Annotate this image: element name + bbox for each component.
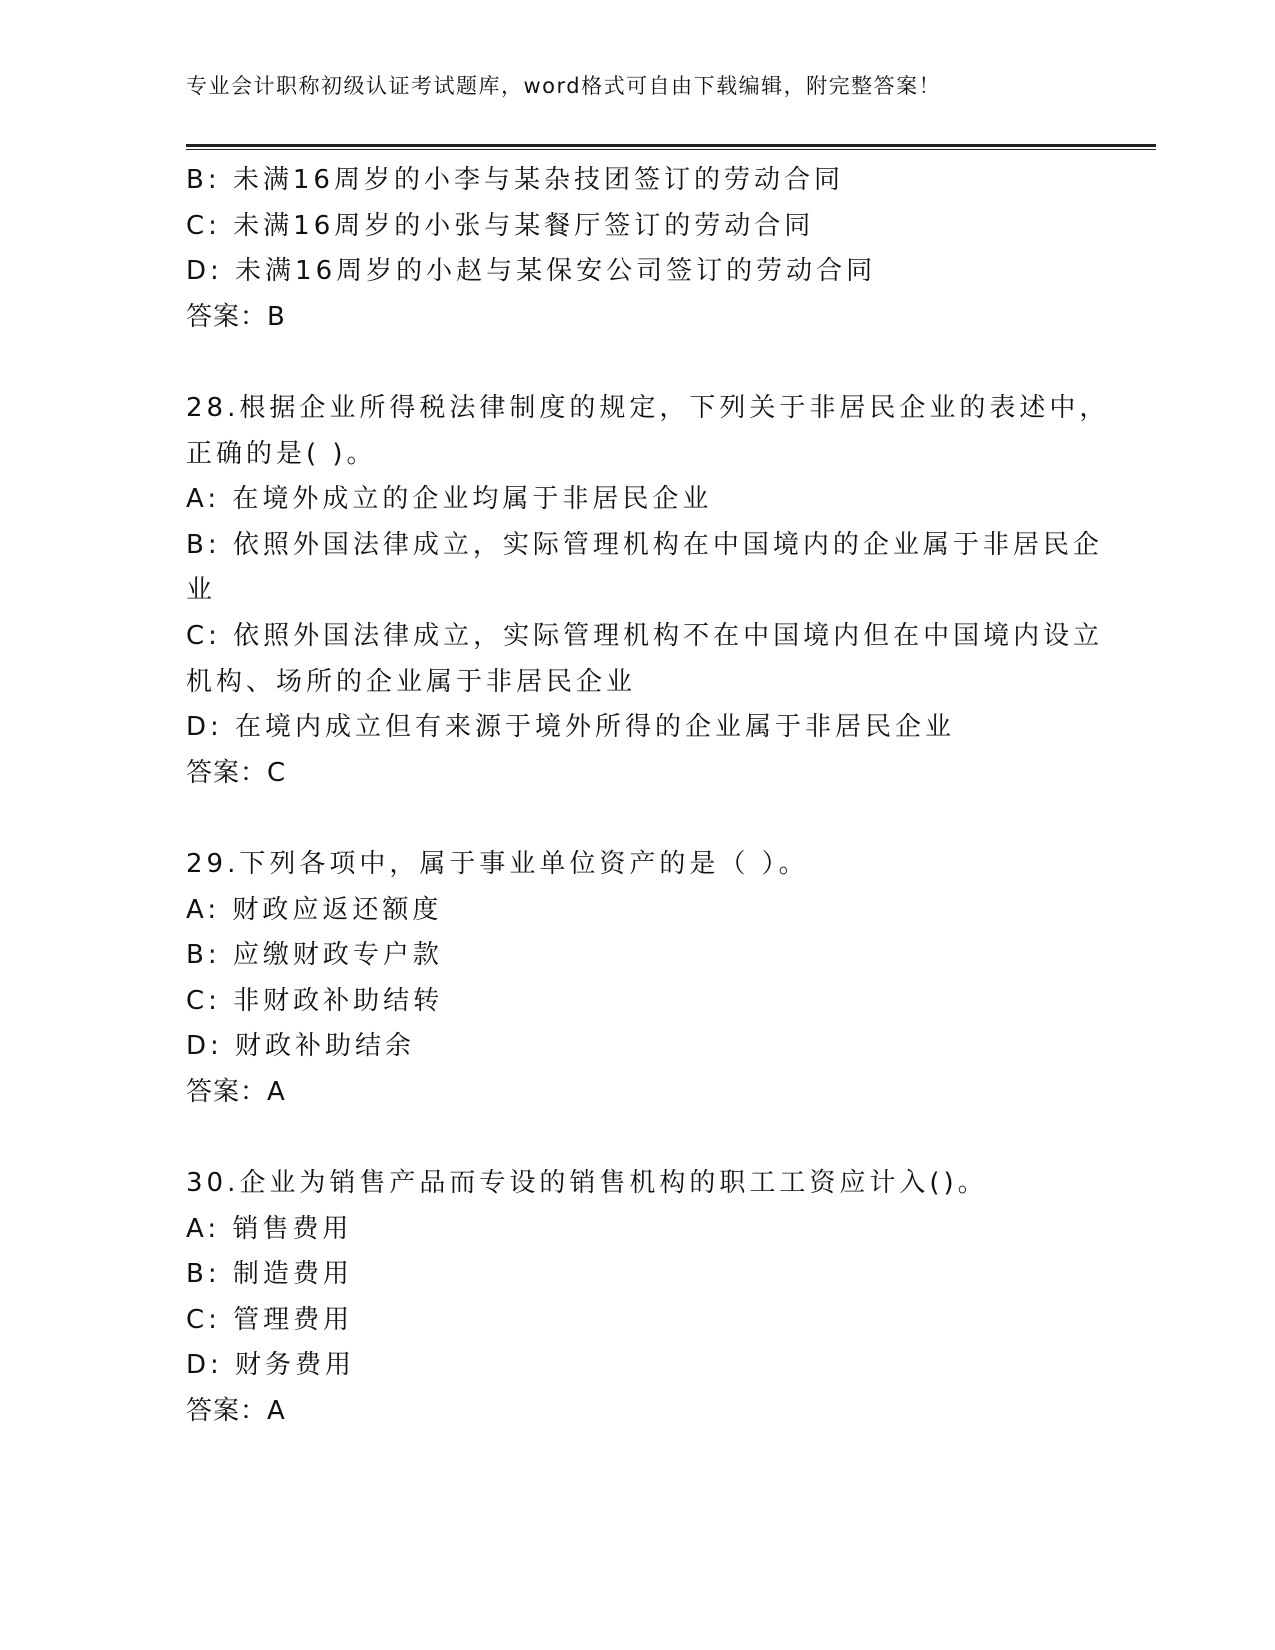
option-a: A: 在境外成立的企业均属于非居民企业 <box>186 484 713 515</box>
option-b-continued: 业 <box>186 575 217 606</box>
option-a: A: 财政应返还额度 <box>186 894 443 925</box>
option-d: D: 财务费用 <box>186 1350 356 1381</box>
question-stem: 30.企业为销售产品而专设的销售机构的职工工资应计入()。 <box>186 1168 988 1199</box>
page-header: 专业会计职称初级认证考试题库，word格式可自由下载编辑，附完整答案！ <box>186 74 942 98</box>
option-a: A: 销售费用 <box>186 1213 353 1244</box>
question-stem: 28.根据企业所得税法律制度的规定，下列关于非居民企业的表述中， <box>186 392 1110 423</box>
answer: 答案：C <box>186 757 287 788</box>
spacer <box>186 796 1086 842</box>
spacer <box>186 340 1086 386</box>
header-divider <box>186 144 1156 150</box>
answer: 答案：A <box>186 1396 286 1427</box>
question-27 <box>186 158 1086 340</box>
question-30 <box>186 1161 1086 1435</box>
answer: 答案：A <box>186 1076 286 1107</box>
option-c: C: 依照外国法律成立，实际管理机构不在中国境内但在中国境内设立 <box>186 620 1104 651</box>
option-d: D: 未满16周岁的小赵与某保安公司签订的劳动合同 <box>186 256 877 287</box>
question-28 <box>186 386 1110 796</box>
option-c: C: 未满16周岁的小张与某餐厅签订的劳动合同 <box>186 210 815 241</box>
option-b: B: 未满16周岁的小李与某杂技团签订的劳动合同 <box>186 165 844 195</box>
option-c: C: 管理费用 <box>186 1304 354 1335</box>
question-stem: 29.下列各项中，属于事业单位资产的是（ ）。 <box>186 848 809 879</box>
option-d: D: 财政补助结余 <box>186 1031 416 1062</box>
option-c-continued: 机构、场所的企业属于非居民企业 <box>186 666 637 697</box>
option-b: B: 制造费用 <box>186 1259 353 1290</box>
question-content <box>186 158 1110 1435</box>
option-d: D: 在境内成立但有来源于境外所得的企业属于非居民企业 <box>186 712 956 743</box>
option-b: B: 应缴财政专户款 <box>186 940 443 971</box>
answer: 答案：B <box>186 301 286 332</box>
question-stem-continued: 正确的是( )。 <box>186 438 377 469</box>
question-29 <box>186 842 1086 1116</box>
spacer <box>186 1115 1086 1161</box>
option-b: B: 依照外国法律成立，实际管理机构在中国境内的企业属于非居民企 <box>186 529 1103 560</box>
option-c: C: 非财政补助结转 <box>186 985 444 1016</box>
